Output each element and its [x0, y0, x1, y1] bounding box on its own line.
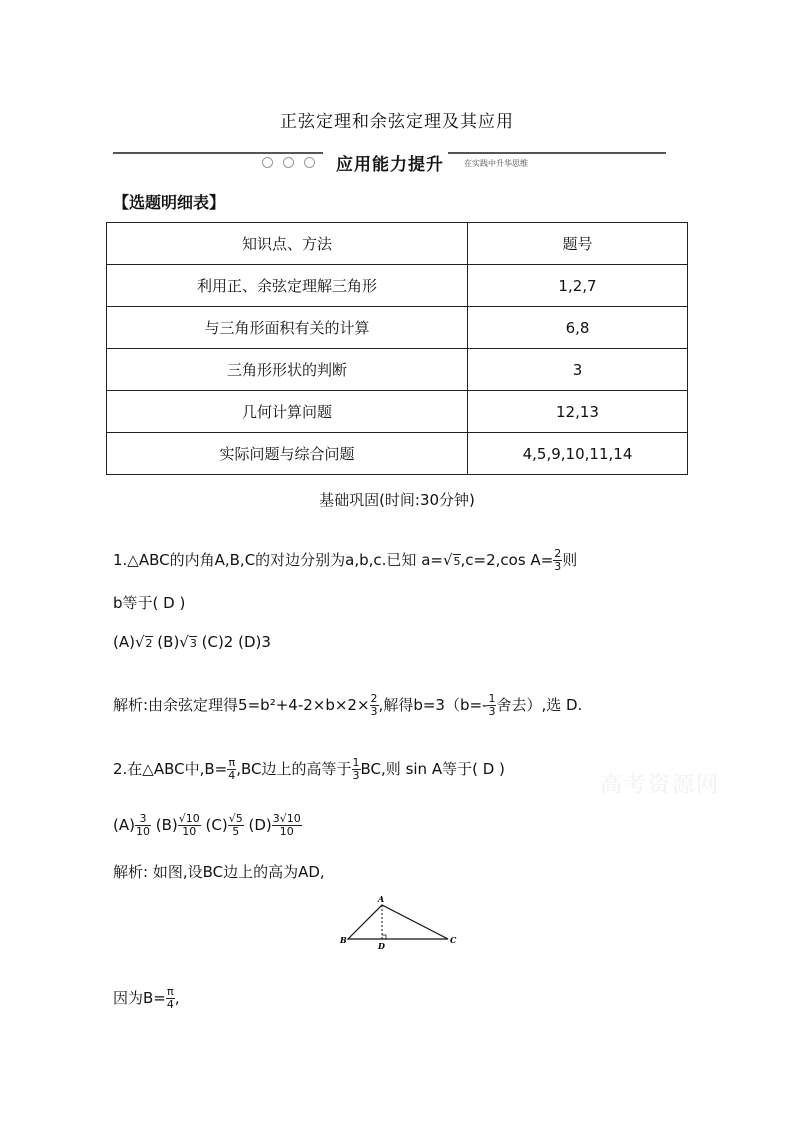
- q2-analysis: 解析: 如图,设BC边上的高为AD,: [113, 863, 325, 881]
- q2-because: 因为B= $\frac{\pi}{4}$ ,: [113, 985, 180, 1011]
- table-header-cell: 知识点、方法: [107, 223, 468, 265]
- table-cell: 4,5,9,10,11,14: [468, 433, 688, 475]
- table-cell: 1,2,7: [468, 265, 688, 307]
- table-header-cell: 题号: [468, 223, 688, 265]
- topic-detail-table: [106, 222, 688, 475]
- q1-options: (A)√2 (B)√3 (C)2 (D)3: [113, 633, 271, 651]
- table-cell: 三角形形状的判断: [107, 349, 468, 391]
- q2-stem: 2.在△ABC中,B= $\frac{\pi}{4}$ ,BC边上的高等于 $\frac{1}{3}$ BC,则 sin A等于( D ): [113, 756, 505, 782]
- table-cell: 12,13: [468, 391, 688, 433]
- table-cell: 与三角形面积有关的计算: [107, 307, 468, 349]
- banner-title: 应用能力提升: [332, 150, 448, 175]
- triangle-abc: [348, 905, 448, 939]
- section-heading: 【选题明细表】: [113, 193, 226, 212]
- label-c: C: [450, 935, 457, 945]
- table-row: [107, 391, 688, 433]
- table-row: [107, 307, 688, 349]
- table-row: [107, 265, 688, 307]
- q1-line2: b等于( D ): [113, 594, 186, 612]
- table-row: [107, 433, 688, 475]
- table-cell: 3: [468, 349, 688, 391]
- table-cell: 几何计算问题: [107, 391, 468, 433]
- table-header-row: [107, 223, 688, 265]
- basic-heading: 基础巩固(时间:30分钟): [319, 491, 475, 509]
- table-cell: 利用正、余弦定理解三角形: [107, 265, 468, 307]
- banner-subtitle: 在实践中升华思维: [461, 158, 531, 169]
- q2-options: (A) $\frac{3}{10}$ (B) $\frac{√10}{10}$ (C) $\frac{√5}{5}$ (D) $\frac{3√10}{10}$: [113, 812, 301, 838]
- banner-dot-2: [283, 157, 294, 168]
- table-cell: 6,8: [468, 307, 688, 349]
- triangle-figure: [336, 892, 462, 950]
- label-a: A: [378, 894, 385, 904]
- q1-analysis: 解析:由余弦定理得5=b²+4-2×b×2× $\frac{2}{3}$ ,解得b=3（b=- $\frac{1}{3}$ 舍去）,选 D.: [113, 692, 583, 718]
- banner-dot-1: [262, 157, 273, 168]
- q1-stem: 1.△ABC的内角A,B,C的对边分别为a,b,c.已知 a=√5,c=2,cos A= $\frac{2}{3}$ 则: [113, 547, 578, 573]
- label-b: B: [340, 935, 347, 945]
- label-d: D: [378, 941, 385, 950]
- page-title: 正弦定理和余弦定理及其应用: [280, 112, 514, 132]
- banner-dot-3: [304, 157, 315, 168]
- table-row: [107, 349, 688, 391]
- watermark: 高考资源网: [600, 773, 721, 798]
- banner-rule-right: [445, 152, 666, 154]
- banner-rule-left: [113, 152, 323, 154]
- table-cell: 实际问题与综合问题: [107, 433, 468, 475]
